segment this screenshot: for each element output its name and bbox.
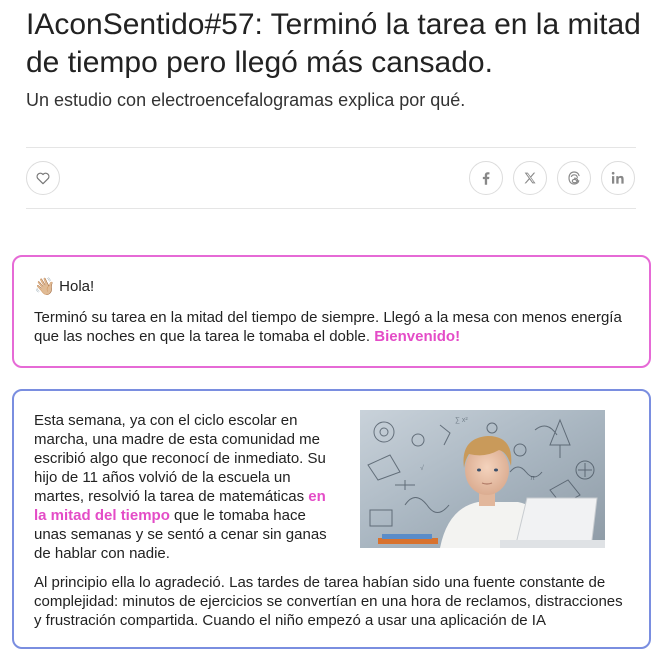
child-laptop-illustration bbox=[360, 410, 605, 548]
share-linkedin-button[interactable] bbox=[601, 161, 635, 195]
article-subtitle: Un estudio con electroencefalogramas explica por qué. bbox=[26, 90, 466, 110]
share-threads-button[interactable] bbox=[557, 161, 591, 195]
welcome-text: Bienvenido! bbox=[374, 328, 461, 345]
waving-hand-icon: 👋🏼 bbox=[34, 277, 56, 296]
child-laptop-image bbox=[360, 410, 605, 548]
article-title: IAconSentido#57: Terminó la tarea en la mitad de tiempo pero llegó más cansado. bbox=[26, 8, 641, 79]
greeting-box bbox=[12, 255, 651, 368]
story-highlight-link[interactable]: en la mitad del tiempo bbox=[34, 488, 326, 524]
story-p1-text: Esta semana, ya con el ciclo escolar en marcha, una madre de esta comunidad me escribió algo que reconocí de inmediato. Su hijo de 11 años volvió de la escuela un martes, resolvió la tarea de matemáticas bbox=[34, 412, 326, 505]
greeting-text bbox=[34, 308, 634, 346]
svg-text:√: √ bbox=[420, 465, 424, 472]
greeting-line bbox=[34, 277, 94, 297]
like-button[interactable] bbox=[26, 161, 60, 195]
divider-bottom bbox=[26, 208, 636, 209]
facebook-icon bbox=[477, 169, 495, 187]
share-facebook-button[interactable] bbox=[469, 161, 503, 195]
threads-icon bbox=[566, 170, 582, 186]
svg-text:π: π bbox=[530, 475, 535, 482]
x-icon bbox=[522, 170, 538, 186]
story-paragraph-2: Al principio ella lo agradeció. Las tardes de tarea habían sido una fuente constante de complejidad: minutos de ejercicios se convertían en una hora de reclamos, distracciones y frustración compartida. Cuando el niño empezó a usar una aplicación de IA bbox=[34, 574, 623, 629]
story-p1-end: que le tomaba hace unas semanas y se sentó a cenar sin ganas de hablar con nadie. bbox=[34, 507, 327, 562]
divider-top bbox=[26, 147, 636, 148]
linkedin-icon bbox=[609, 169, 627, 187]
story-box bbox=[12, 389, 651, 649]
share-x-button[interactable] bbox=[513, 161, 547, 195]
greeting-body: Terminó su tarea en la mitad del tiempo de siempre. Llegó a la mesa con menos energía que las noches en que la tarea le tomaba el doble. bbox=[34, 309, 622, 345]
greeting-hello: Hola! bbox=[59, 278, 95, 295]
svg-text:∑ x²: ∑ x² bbox=[455, 417, 468, 424]
story-paragraph-1 bbox=[34, 411, 334, 563]
heart-icon bbox=[35, 170, 51, 186]
